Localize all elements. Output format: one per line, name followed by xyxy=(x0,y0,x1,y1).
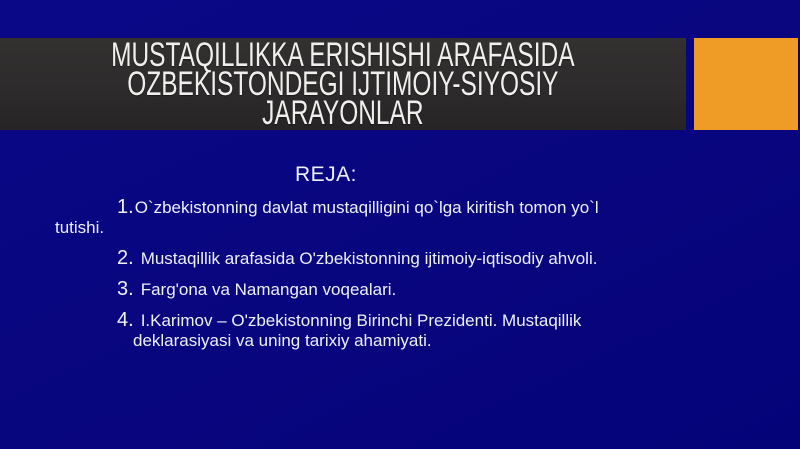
item-4-text: I.Karimov – O'zbekistonning Birinchi Prezidenti. Mustaqillik xyxy=(140,311,582,330)
agenda-item-1 xyxy=(55,197,755,238)
agenda-item-4 xyxy=(55,310,755,351)
item-3-text: Farg'ona va Namangan voqealari. xyxy=(140,280,397,299)
item-2-number: 2. xyxy=(117,247,134,269)
item-1-text: O`zbekistonning davlat mustaqilligini qo`lga kiritish tomon yo`l xyxy=(134,198,599,217)
agenda-item-3 xyxy=(55,279,755,300)
orange-accent-square xyxy=(694,38,798,130)
slide-title-line-3: JARAYONLAR xyxy=(262,93,424,132)
slide-title-line-2: OZBEKISTONDEGI IJTIMOIY-SIYOSIY xyxy=(127,64,559,103)
item-1-number: 1. xyxy=(117,196,134,218)
item-3-number: 3. xyxy=(117,278,134,300)
agenda-item-2 xyxy=(55,248,755,269)
slide-title-line-1: MUSTAQILLIKKA ERISHISHI ARAFASIDA xyxy=(111,35,575,74)
item-4-number: 4. xyxy=(117,309,134,331)
item-2-text: Mustaqillik arafasida O'zbekistonning ijtimoiy-iqtisodiy ahvoli. xyxy=(140,249,598,268)
agenda-heading: REJA: xyxy=(295,163,358,186)
item-4-text-continued: deklarasiyasi va uning tarixiy ahamiyati. xyxy=(133,331,432,350)
item-1-text-continued: tutishi. xyxy=(55,218,105,237)
slide-title xyxy=(111,35,575,132)
title-banner xyxy=(0,35,686,132)
agenda-content xyxy=(55,163,755,361)
